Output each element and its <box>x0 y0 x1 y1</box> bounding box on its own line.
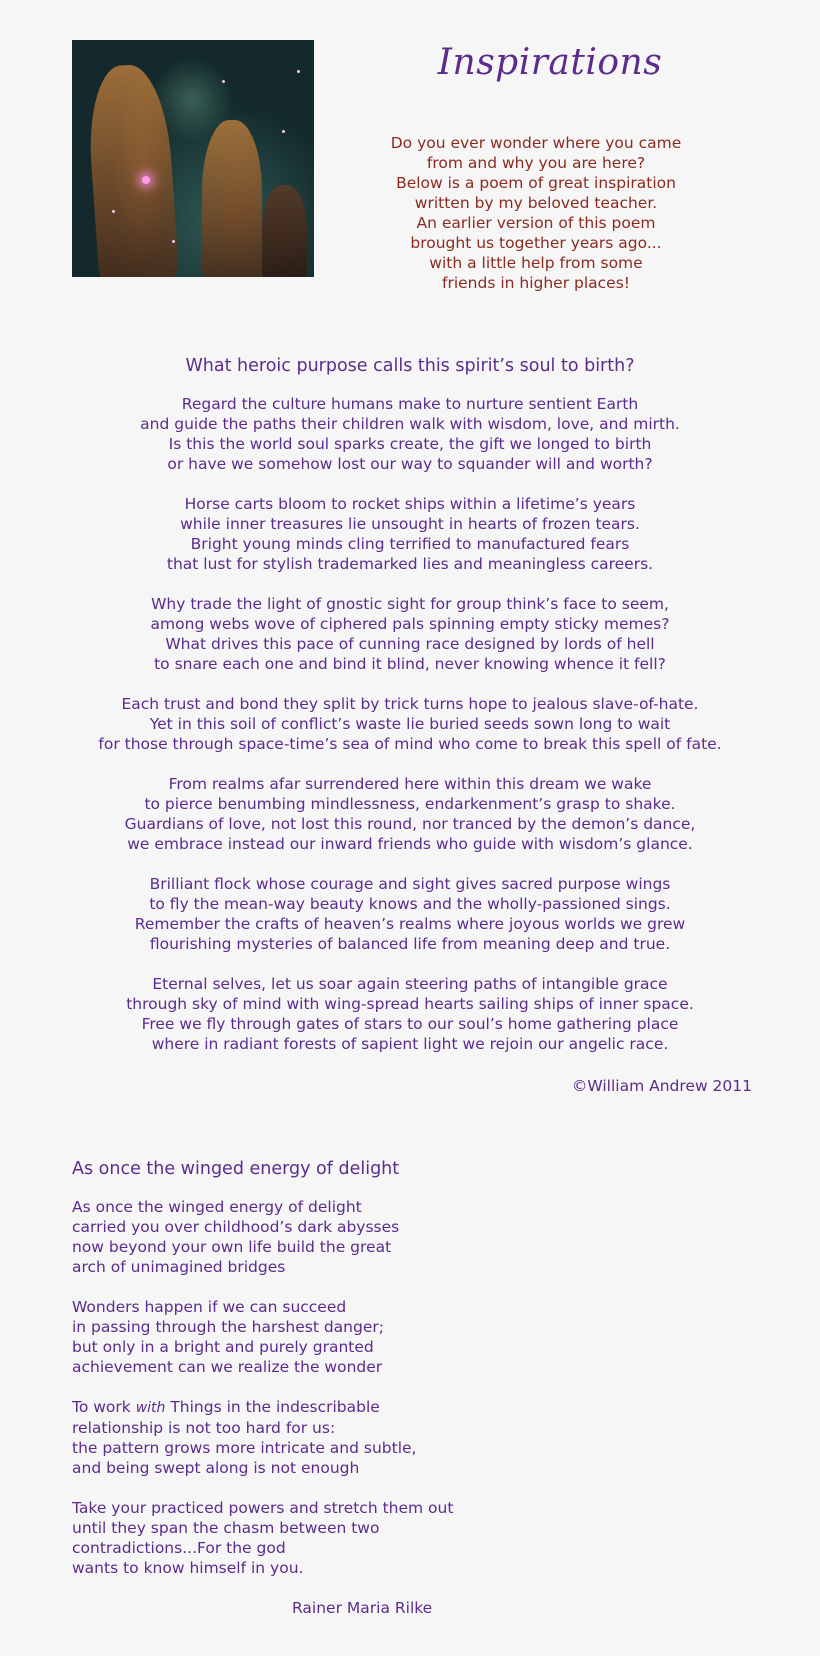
poem-line: and being swept along is not enough <box>72 1459 360 1477</box>
poem-line: contradictions...For the god <box>72 1539 286 1557</box>
line-text: Things in the indescribable <box>165 1398 380 1416</box>
poem-line: carried you over childhood’s dark abysses <box>72 1218 400 1236</box>
poem-line: wants to know himself in you. <box>72 1559 304 1577</box>
poem-heading: As once the winged energy of delight <box>72 1159 400 1179</box>
copyright-notice: ©William Andrew 2011 <box>571 1077 752 1095</box>
poem-line: What drives this pace of cunning race designed by lords of hell <box>165 635 655 653</box>
poem-line: and guide the paths their children walk with wisdom, love, and mirth. <box>140 415 680 433</box>
poem-line: Each trust and bond they split by trick turns hope to jealous slave-of-hate. <box>121 695 699 713</box>
poem-line: flourishing mysteries of balanced life from meaning deep and true. <box>149 935 671 953</box>
pillars-of-creation-image <box>72 40 314 277</box>
poem-heading: What heroic purpose calls this spirit’s soul to birth? <box>185 356 635 376</box>
poem-line: Remember the crafts of heaven’s realms where joyous worlds we grew <box>134 915 686 933</box>
emphasis-with: with <box>135 1400 166 1416</box>
intro-line: An earlier version of this poem <box>416 214 656 232</box>
poem-stanza <box>80 394 740 474</box>
intro-line: with a little help from some <box>429 254 643 272</box>
intro-line: Do you ever wonder where you came <box>390 134 682 152</box>
poem-stanza <box>72 1197 492 1277</box>
intro-text <box>380 133 692 293</box>
poem-line: through sky of mind with wing-spread hearts sailing ships of inner space. <box>126 995 694 1013</box>
poem-line: in passing through the harshest danger; <box>72 1318 384 1336</box>
poem-stanza <box>80 594 740 674</box>
poem-line: relationship is not too hard for us: <box>72 1419 336 1437</box>
line-text: To work <box>72 1398 136 1416</box>
poem-line: As once the winged energy of delight <box>72 1198 362 1216</box>
poem-stanza <box>72 1297 492 1377</box>
poem-line: that lust for stylish trademarked lies and meaningless careers. <box>166 555 654 573</box>
poem-line: or have we somehow lost our way to squander will and worth? <box>167 455 653 473</box>
poem-line: Regard the culture humans make to nurture sentient Earth <box>181 395 639 413</box>
page-title: Inspirations <box>437 42 663 83</box>
poem-line: achievement can we realize the wonder <box>72 1358 383 1376</box>
intro-line: brought us together years ago... <box>410 234 662 252</box>
poem-stanza <box>72 1397 492 1478</box>
intro-line: friends in higher places! <box>441 274 630 292</box>
poem-line: among webs wove of ciphered pals spinning empty sticky memes? <box>150 615 670 633</box>
poem-stanza <box>80 494 740 574</box>
poem-line: to pierce benumbing mindlessness, endarkenment’s grasp to shake. <box>144 795 676 813</box>
poem-line: where in radiant forests of sapient light we rejoin our angelic race. <box>151 1035 669 1053</box>
poem-heroic-purpose <box>80 355 740 1074</box>
poem-line: to snare each one and bind it blind, never knowing whence it fell? <box>154 655 666 673</box>
poem-line: Brilliant flock whose courage and sight gives sacred purpose wings <box>149 875 671 893</box>
poem-line <box>72 1397 492 1418</box>
poem-line: Is this the world soul sparks create, the gift we longed to birth <box>168 435 652 453</box>
poem-stanza <box>80 874 740 954</box>
poem-line: Take your practiced powers and stretch them out <box>72 1499 454 1517</box>
poem-stanza <box>80 694 740 754</box>
poem-line: Guardians of love, not lost this round, nor tranced by the demon’s dance, <box>124 815 696 833</box>
poem-line: Why trade the light of gnostic sight for group think’s face to seem, <box>151 595 669 613</box>
poem-stanza <box>80 974 740 1054</box>
poem-line: we embrace instead our inward friends who guide with wisdom’s glance. <box>127 835 693 853</box>
poem-line: Bright young minds cling terrified to manufactured fears <box>190 535 630 553</box>
poem-line: Eternal selves, let us soar again steering paths of intangible grace <box>152 975 668 993</box>
poem-line: for those through space-time’s sea of mind who come to break this spell of fate. <box>98 735 722 753</box>
poem-line: while inner treasures lie unsought in hearts of frozen tears. <box>180 515 640 533</box>
poem-line: Wonders happen if we can succeed <box>72 1298 347 1316</box>
intro-line: written by my beloved teacher. <box>414 194 658 212</box>
poem-winged-energy <box>72 1158 492 1618</box>
poem-stanza <box>72 1498 492 1578</box>
poem-line: arch of unimagined bridges <box>72 1258 286 1276</box>
poem-line: the pattern grows more intricate and subtle, <box>72 1439 417 1457</box>
poem-line: now beyond your own life build the great <box>72 1238 392 1256</box>
poem-author: Rainer Maria Rilke <box>292 1599 433 1617</box>
poem-stanza <box>80 774 740 854</box>
intro-line: Below is a poem of great inspiration <box>396 174 676 192</box>
poem-line: Yet in this soil of conflict’s waste lie buried seeds sown long to wait <box>149 715 671 733</box>
poem-line: Free we fly through gates of stars to our soul’s home gathering place <box>141 1015 679 1033</box>
poem-line: Horse carts bloom to rocket ships within a lifetime’s years <box>184 495 636 513</box>
intro-line: from and why you are here? <box>426 154 646 172</box>
poem-line: From realms afar surrendered here within this dream we wake <box>168 775 652 793</box>
poem-line: to fly the mean-way beauty knows and the wholly-passioned sings. <box>149 895 671 913</box>
poem-line: until they span the chasm between two <box>72 1519 380 1537</box>
poem-line: but only in a bright and purely granted <box>72 1338 374 1356</box>
